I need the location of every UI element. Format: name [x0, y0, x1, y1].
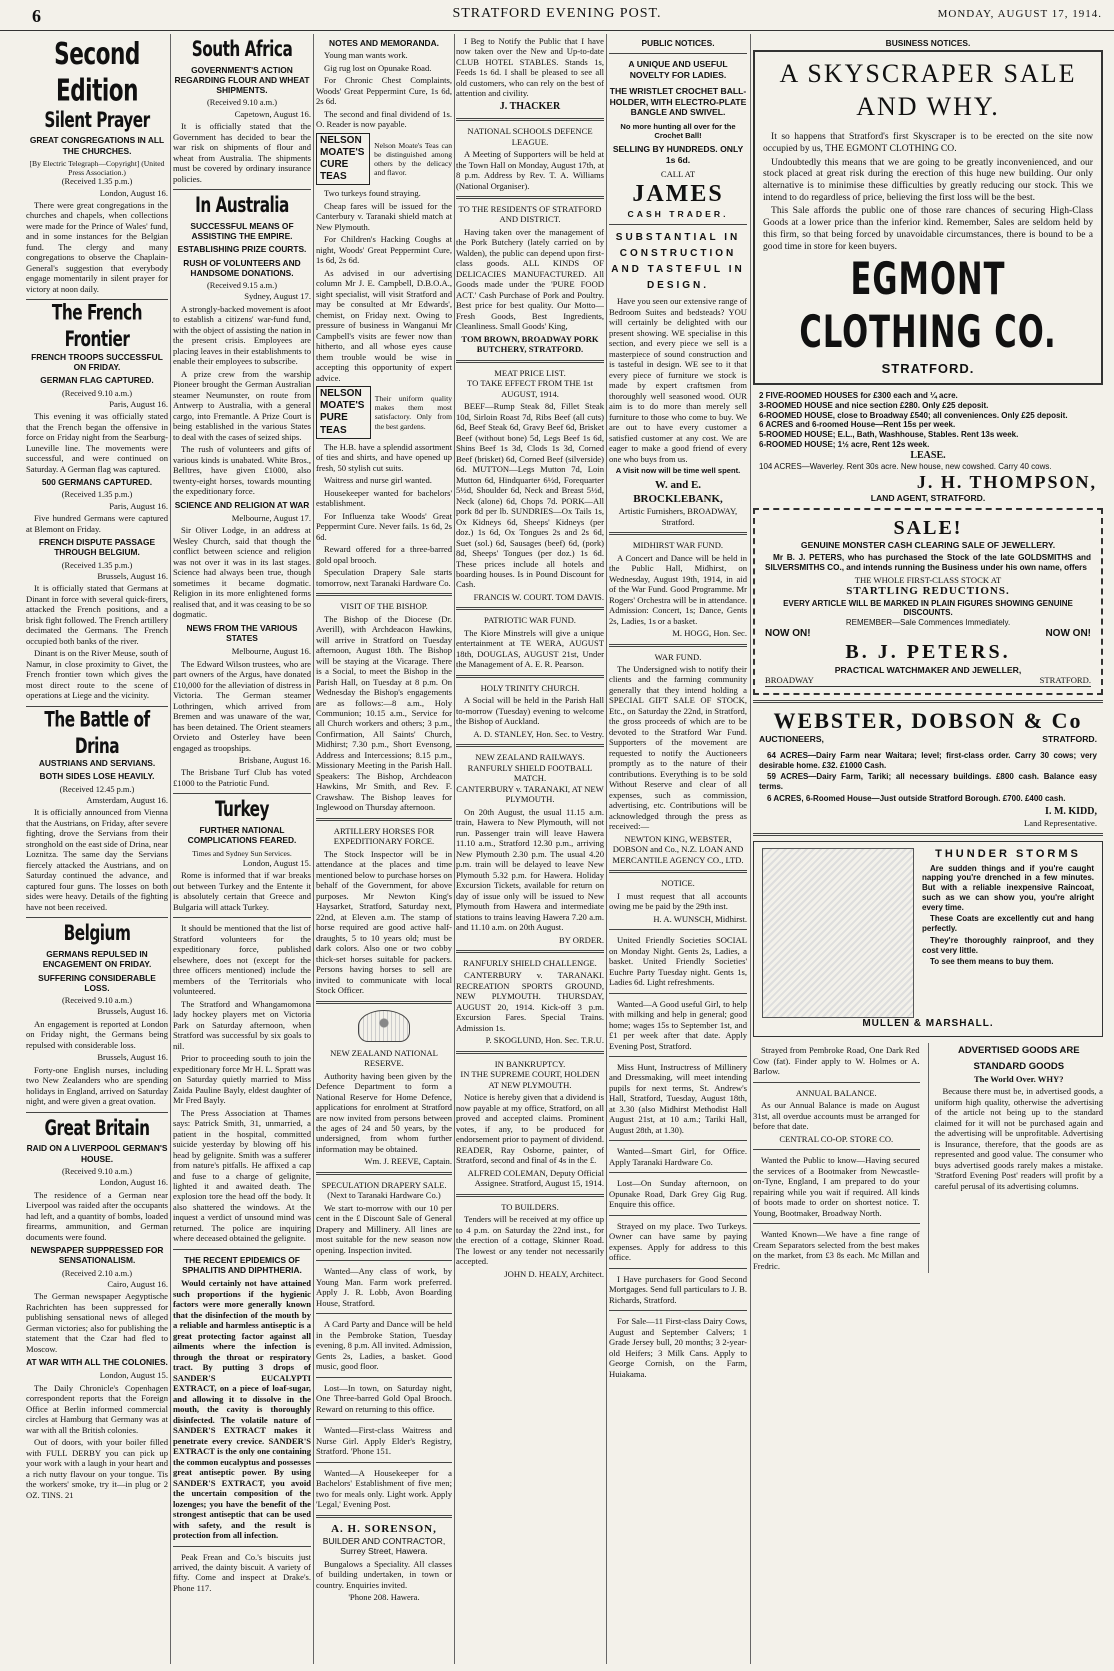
note-item: For Children's Hacking Coughs at night, Woods' Great Peppermint Cure, 1s 6d, 2s 6d. [316, 234, 452, 266]
note-item: Housekeeper wanted for bachelors' establishment. [316, 487, 452, 509]
representative-name: I. M. KIDD, [1045, 805, 1097, 817]
notice-body: I must request that all accounts owing me be paid by the 29th inst. [609, 890, 747, 912]
notice-signature: Wm. J. REEVE, Captain. [364, 1156, 452, 1167]
novelty-text: No more hunting all over for the Crochet Ball! [620, 121, 736, 140]
classified-ad: Wanted Known—We have a fine range of Cream Separators selected from the best makes on the market, from £3 8s each. Mc Millan and Fredric. [753, 1229, 920, 1271]
notice-heading: MIDHIRST WAR FUND. [632, 540, 724, 551]
raincoat-body: To see them means to buy them. [930, 957, 1054, 967]
adv-body: Because there must be, in advertised goods, a uniform high quality, otherwise the advertising of the article not being up to the standard claimed for it will not be purchased again and the advertising will be unprofitable. Advertising is Insurance, therefore, that the goods are as represented and good value. The consumer who buys advertised goods rarely makes a mistake. 'Stratford Evening Post' readers will profit by a careful perusal of its advertising columns. [934, 1086, 1103, 1191]
classified-ad: Strayed from Pembroke Road, One Dark Red Cow (fat). Finder apply to W. Holmes or A. Barlow. [753, 1045, 920, 1077]
notice-subheading: CANTERBURY v. TARANAKI, AT NEW PLYMOUTH. [456, 783, 604, 805]
trader-name: JAMES [632, 180, 724, 207]
furnisher-name: W. and E. BROCKLEBANK, [633, 479, 723, 505]
agent-name: J. H. THOMPSON, [916, 471, 1097, 492]
subhead: RAID ON A LIVERPOOL GERMAN'S HOUSE. [26, 1143, 168, 1164]
dateline: Melbourne, August 16. [231, 646, 311, 657]
furniture-body: Have you seen our extensive range of Bedroom Suites and bedsteads? YOU will certainly be delighted with our present showing. WE specialise in this section, and every piece we sell is a masterpiece of sound construction and is tasteful in design. WE see to it that every piece of furniture we stock is made by expert craftsmen from thoroughly well seasoned wood. OUR aim is to do more than merely sell furniture to those who come to buy. We are out to have every customer a satisfied customer at any cost. We are eager to make a good friend of every one who buys from us. [609, 296, 747, 464]
sale-body: Mr B. J. PETERS, who has purchased the Stock of the late GOLDSMITHS and SILVERSMITHS CO., and intends running the Business under his own name, offers [765, 552, 1091, 572]
subhead: GREAT CONGREGATIONS IN ALL THE CHURCHES. [29, 135, 165, 156]
ad-body: It so happens that Stratford's first Skyscraper is to be erected on the site now occupied by us, THE EGMONT CLOTHING CO. [763, 131, 1093, 154]
sale-subtitle: GENUINE MONSTER CASH CLEARING SALE OF JEWELLERY. [800, 540, 1056, 551]
notice-signature: J. THACKER [499, 100, 561, 112]
article-body: Forty-one English nurses, including two New Zealanders who are spending holidays in England, arrived on Saturday night, and were given a great ovation. [26, 1064, 168, 1107]
notice-body: A Meeting of Supporters will be held at the Town Hall on Monday, August 17th, at 8 p.m. Address by Rev. T. A. Williams (National Organiser). [456, 149, 604, 191]
tobacco-ad: Out of doors, with your boiler filled with FULL DERBY you can pick up your work with a laugh in your heart and a rich nutty flavour on your tongue. Tis the workers' smoke, try it—in plug or 2 OZ. TINS. 21 [26, 1437, 168, 1500]
tea-ad-brand: NELSON MOATE'S PURE TEAS [316, 386, 371, 439]
notice-heading: ARTILLERY HORSES FOR EXPEDITIONARY FORCE. [333, 825, 435, 847]
dateline: Brisbane, August 16. [238, 755, 311, 765]
listing-line: 6-ROOMED HOUSE; 1½ acre, Rent 12s week. [759, 439, 930, 449]
article-body: Five hundred Germans were captured at Blemont on Friday. [26, 513, 168, 534]
now-on-label: NOW ON! [1045, 627, 1091, 639]
edition-banner: Second Edition [54, 36, 140, 109]
subhead: ESTABLISHING PRIZE COURTS. [177, 244, 307, 255]
subhead: FRENCH DISPUTE PASSAGE THROUGH BELGIUM. [38, 537, 156, 558]
adv-subheading: The World Over. WHY? [973, 1073, 1064, 1084]
notice-heading: WAR FUND. [654, 651, 702, 662]
subhead: NEWS FROM THE VARIOUS STATES [186, 622, 298, 643]
listing-line: 3-ROOMED HOUSE and nice section £280. Only £25 deposit. [759, 400, 989, 410]
listing-line: 6 ACRES, 6-Roomed House—Just outside Stratford Borough. £700. £400 cash. [767, 793, 1066, 803]
now-on-row [765, 628, 1091, 640]
classified-ad: Wanted the Public to know—Having secured the services of a Bootmaker from Newcastle-on-Tyne, England, I am prepared to do your repairing while you wait if required. All kinds of boots made to order on shortest notice. T. Young, Bootmaker, Broadway North. [753, 1155, 920, 1218]
egmont-logo: EGMONT CLOTHING CO. [799, 253, 1057, 360]
column-rule [170, 34, 171, 1664]
subhead: NEWSPAPER SUPPRESSED FOR SENSATIONALISM. [30, 1245, 164, 1266]
notice-body: Tenders will be received at my office up to 4 p.m. on Saturday the 22nd inst., for the erection of a cottage, Skinner Road. The lowest or any tender not necessarily accepted. [456, 1214, 604, 1267]
subhead: THE RECENT EPIDEMICS OF SPHALITIS AND DIPHTHERIA. [182, 1254, 302, 1276]
notice-signature: M. HOGG, Hon. Sec. [672, 628, 747, 639]
novelty-product: THE WRISTLET CROCHET BALL-HOLDER, WITH ELECTRO-PLATE BANGLE AND SWIVEL. [609, 86, 747, 118]
listing-line: 5-ROOMED HOUSE; E.L., Bath, Washhouse, Stables. Rent 13s week. [759, 430, 1019, 440]
thompson-ad [753, 391, 1103, 504]
column-1 [26, 34, 168, 1664]
classified-ad: Wanted—A Housekeeper for a Bachelors' Establishment of five men; two for meals only. Light work. Apply 'Legal,' Evening Post. [316, 1467, 452, 1510]
firm-town: STRATFORD. [1042, 734, 1097, 745]
classified-ad: Lost—In town, on Saturday night, One Three-barred Gold Opal Brooch. Reward on returning to this office. [316, 1382, 452, 1414]
notice-body: We start to-morrow with our 10 per cent in the £ Discount Sale of General Drapery and Millinery. All lines are most suitable for the new season now opening. Inspection invited. [316, 1202, 452, 1255]
raincoat-body: Are sudden things and if you're caught napping you're drenched in a few minutes. But with a reliable inexpensive Raincoat, such as we can show you, you're alright every time. [922, 863, 1094, 912]
note-item: As advised in our advertising column Mr J. E. Campbell, D.B.O.A., sight specialist, will visit Stratford and may be consulted at Mr Edwards', chemist, on Friday next. Owing to pressure of business in Wanganui Mr Campbell's visits are fewer now than hitherto, and all whose eyes cause them trouble would be wise in accepting this opportunity of expert advice. [316, 267, 452, 383]
subhead: SUCCESSFUL MEANS OF ASSISTING THE EMPIRE. [190, 220, 294, 242]
column-3 [316, 34, 452, 1664]
column-5 [609, 34, 747, 1664]
bottom-left-stack [753, 1043, 920, 1273]
notice-body: The Kiore Minstrels will give a unique entertainment at TE WERA, AUGUST 18th, DOUGLAS, AUGUST 21st, Under the Management of A. E. R. Pearson. [456, 627, 604, 670]
headline-great-britain: Great Britain [44, 1116, 150, 1142]
sale-line: THE WHOLE FIRST-CLASS STOCK AT [854, 574, 1002, 585]
jeweller-name: B. J. PETERS. [845, 641, 1011, 664]
advertised-goods-box [928, 1043, 1103, 1273]
notice-signature: P. SKOGLUND, Hon. Sec. T.R.U. [485, 1035, 604, 1046]
headline-belgium: Belgium [63, 921, 131, 947]
listing-line: 6 ACRES and 6-roomed House—Rent 15s per week. [759, 420, 956, 430]
received-time: (Received 9.15 a.m.) [207, 281, 277, 291]
article-body: Dinant is on the River Meuse, south of Namur, in close proximity to Givet, the French frontier town which gives the most direct route to the scene of operations at Liege and the vicinity. [26, 648, 168, 701]
subhead: FRENCH TROOPS SUCCESSFUL ON FRIDAY. [31, 351, 163, 373]
article-body: This evening it was officially stated that the French began the offensive in force on Friday night from the Searburg-Luneville line. The movements were successful, and were continued on Saturday. A German flag was captured. [26, 411, 168, 474]
dateline: Amsterdam, August 16. [86, 794, 168, 805]
ad-title: A SKYSCRAPER SALE AND WHY. [779, 59, 1077, 121]
trader-subtitle: CASH TRADER. [627, 208, 729, 219]
notice-heading: NEW ZEALAND RAILWAYS. [475, 752, 585, 763]
classified-ad: Wanted—Any class of work, by Young Man. Farm work preferred. Apply J. R. Lobb, Avon Boarding House, Stratford. [316, 1266, 452, 1308]
masthead [0, 0, 1114, 31]
jeweller-address [765, 675, 1091, 686]
notice-signature: ALFRED COLEMAN, Deputy Official Assignee. Stratford, August 15, 1914. [467, 1167, 604, 1189]
ad-town: STRATFORD. [881, 361, 975, 377]
column-4 [456, 34, 604, 1664]
newspaper-title: STRATFORD EVENING POST. [452, 6, 662, 21]
notice-body: The Undersigned wish to notify their clients and the farming community generally that they intend holding a SPECIAL GIFT SALE OF STOCK, Etc., on Saturday the 22nd, in Stratford, the gross proceeds of which are to be devoted to the Stratford War Fund. Supporters of the movement are requested to notify the Auctioneers promptly as to the nature of their contributions. Everything is to be sold Without Reserve and clear of all expenses, such as commission, advertising, etc. Contributions will be acknowledged through the press as received:— [609, 664, 747, 832]
notice-body: Notice is hereby given that a dividend is now payable at my office, Stratford, on all proved and accepted claims. Prominent votes, if any, to be produced for endorsement prior to payment of dividend. READER, Ray Osborne, painter, of Stratford, second and final of 4s in the £. [456, 1092, 604, 1166]
column-rule [606, 34, 607, 1664]
raincoat-ad [753, 841, 1103, 1037]
skyscraper-sale-ad [753, 50, 1103, 385]
column-2 [173, 34, 311, 1664]
note-item: Speculation Drapery Sale starts tomorrow, next Taranaki Hardware Co. [316, 567, 452, 588]
notice-heading: RANFURLY SHIELD CHALLENGE. [463, 958, 597, 968]
notice-signature: TOM BROWN, BROADWAY PORK BUTCHERY, STRATFORD. [461, 333, 599, 355]
notice-body: I Beg to Notify the Public that I have now taken over the New and Up-to-date CLUB HOTEL STABLES. Stands 1s, Feeds 1s 6d. I shall be pleased to see all old customers, who can rely on the best of attention and civility. [456, 36, 604, 99]
novelty-call: CALL AT [660, 169, 696, 180]
now-on-label: NOW ON! [765, 627, 811, 639]
tea-ad-brand: NELSON MOATE'S CURE TEAS [316, 133, 370, 186]
biscuit-ad: Peak Frean and Co.'s biscuits just arrived, the dainty biscuit. A variety of fifty. Come and inspect at Drake's. Phone 117. [173, 1551, 311, 1593]
column-rule [750, 34, 751, 1664]
classified-ad: Wanted—First-class Waitress and Nurse Girl. Apply Elder's Registry, Stratford. 'Phone 151. [316, 1425, 452, 1457]
article-body: The Edward Wilson trustees, who are part owners of the Argus, have donated £10,000 for the alleviation of distress in Victoria. The German steamer Lothringen, which arrived from Bremen and was unaware of the war, has been detained. The Orient steamers Orvieto and Osterley have been engaged as troopships. [173, 658, 311, 753]
address-town: STRATFORD. [1039, 675, 1091, 686]
received-time: (Received 1.35 p.m.) [61, 177, 133, 187]
raincoat-illustration [762, 848, 914, 1018]
article-body: It is officially announced from Vienna that the Austrians, on Friday, after severe fighting, drove the Servians from their stronghold on the east side of Drina, near Loznitza. The same day the Servians fiercely attacked the Austrians, and on Saturday continued the advance, and captured four guns. The losses on both sides were heavy. Details of the fighting have not been received. [26, 807, 168, 912]
notice-body: CANTERBURY v. TARANAKI. RECREATION SPORTS GROUND, NEW PLYMOUTH. THURSDAY, AUGUST 20, 1914. Kick-off 3 p.m. Excursion Fares. Special Trains. Admission 1s. [456, 970, 604, 1033]
subhead: SCIENCE AND RELIGION AT WAR [174, 499, 310, 510]
jeweller-trade: PRACTICAL WATCHMAKER AND JEWELLER, [834, 664, 1022, 675]
credit-line: [By Electric Telegraph—Copyright] (United Press Association.) [29, 158, 165, 178]
listing-line: 64 ACRES—Dairy Farm near Waitara; level; first-class order. Carry 30 cows; very desirable home. £32. £1000 Cash. [759, 750, 1097, 770]
subhead: SUFFERING CONSIDERABLE LOSS. [38, 972, 156, 993]
notice-body: A Social will be held in the Parish Hall to-morrow (Tuesday) evening to welcome the Bishop of Auckland. [456, 695, 604, 727]
subhead: AUSTRIANS AND SERVIANS. [38, 758, 156, 769]
jewellery-sale-ad [753, 508, 1103, 695]
raincoat-body: These Coats are excellently cut and hang perfectly. [922, 914, 1094, 934]
sale-line: EVERY ARTICLE WILL BE MARKED IN PLAIN FIGURES SHOWING GENUINE DISCOUNTS. [783, 598, 1073, 618]
local-note: The Press Association at Thames says: Patrick Smith, 31, unmarried, a patient in the hospital, committed suicide yesterday by blowing off his head by gelignite. Smith was a sufferer from nature's pitfalls. He affixed a cap and fuse to a charge of gelignite, lighted it and awaited death. The explosion tore the head off the body. It also shattered the windows. At the inquest a verdict of unsound mind was returned. The police are inquiring where deceased obtained the gelignite. [173, 1107, 311, 1244]
notice-body: The Stock Inspector will be in attendance at the places and time mentioned below to purchase horses on behalf of the Government, for above purposes. Mr Newton King's Haysarket, Stratford, Saturday next, 22nd, at Eleven a.m. The stamp of horse required are good active half-draughts, 5 to 10 years old; must be dark colors. Also one or two cobby thick-set horses suitable for packers. Persons having horses to sell are invited to communicate with local Stock Officer. [316, 848, 452, 996]
notice-body: As our Annual Balance is made on August 31st, all overdue accounts must be arranged for before that date. [753, 1100, 920, 1132]
local-note: The Stratford and Whangamomona lady hockey players met on Victoria Park on Saturday afternoon, when Stratford was successful by six goals to nil. [173, 998, 311, 1051]
builder-footer: 'Phone 208. Hawera. [348, 1592, 420, 1603]
notice-signature: H. A. WUNSCH, Midhirst. [653, 913, 747, 924]
notice-body: The Bishop of the Diocese (Dr. Averill), with Archdeacon Hawkins, will arrive in Stratford on Tuesday afternoon, August 18th. The Bishop will be staying at the Vicarage. There is a Social, to meet the Bishop in the Parish Hall, on Tuesday at 8 p.m. On Wednesday the Bishop's engagements are as follows:—8 a.m., Holy Communion; 10.15 a.m., Service for all Church workers and others; 3 p.m., Confirmation, All Saints' Church, Midhirst; 7.30 p.m., Short Evensong, Address and Intercessions; 8.15 p.m., Missionary Meeting in the Parish Hall. Speakers: The Bishop, Archdeacon Hawkins, Mr Smith, and Rev. F. Crawshaw. The Bishop leaves for Inglewood on Thursday afternoon. [316, 613, 452, 813]
dateline: Brussels, August 16. [97, 1006, 168, 1017]
headline-south-africa: South Africa [191, 37, 293, 63]
notice-signature: JOHN D. HEALY, Architect. [504, 1268, 604, 1279]
classified-ad: United Friendly Societies SOCIAL on Monday Night. Gents 2s, Ladies, a basket. United Friendly Societies' Euchre Party Tuesday night. Gents 1s, Ladies 6d. Light refreshments. [609, 935, 747, 988]
subhead: FURTHER NATIONAL COMPLICATIONS FEARED. [187, 825, 297, 846]
note-item: The H.B. have a splendid assortment of ties and shirts, and have opened up fresh, 50 stylish cut suits. [316, 441, 452, 473]
notice-subheading: RANFURLY SHIELD FOOTBALL MATCH. [467, 762, 593, 784]
dateline: London, August 16. [99, 1177, 168, 1188]
furnisher-subtitle: Artistic Furnishers, BROADWAY, Stratford. [618, 506, 738, 527]
notice-heading: NATIONAL SCHOOLS DEFENCE LEAGUE. [467, 126, 593, 147]
novelty-heading: A UNIQUE AND USEFUL NOVELTY FOR LADIES. [628, 59, 728, 80]
notice-subheading: IN THE SUPREME COURT, HOLDEN AT NEW PLYMOUTH. [460, 1069, 600, 1090]
notice-body: Having taken over the management of the Pork Butchery (lately carried on by Walden), the public can depend upon first-class goods. ALL KINDS OF DELICACIES MANUFACTURED. All Goods made under the 'PURE FOOD ACT.' Cash Purchase of Pork and Poultry. Best price for best quality. Our Motto—Fresh Goods, Best Ingredients, Cleanliness. Small Goods' King, [456, 226, 604, 332]
dateline: Capetown, August 16. [234, 108, 311, 119]
tea-ad [316, 386, 452, 439]
article-body: Sir Oliver Lodge, in an address at Wesley Church, said that though the conflict between science and religion was not over it was in its last stages. Science had always been true, though sometimes it became dogmatic. Religion in its more enlightened forms realised that, and it was ceasing to be so dogmatic. [173, 525, 311, 620]
column-rule [454, 34, 455, 1664]
note-item: Two turkeys found straying. [324, 188, 421, 199]
notice-signature: NEWTON KING, WEBSTER, DOBSON and Co., N.Z. LOAN AND MERCANTILE AGENCY CO., LTD. [612, 833, 744, 865]
classified-ad: For Sale—11 First-class Dairy Cows, August and September Calvers; 1 Grade Jersey bull, 20 months; 3 2-year-old Heifers; 3 Milk Cans. Apply to George Cornish, on the Farm, Huiakama. [609, 1316, 747, 1379]
builder-body: Bungalows a Speciality. All classes of building undertaken, in town or country. Enquiries invited. [316, 1558, 452, 1590]
column-rule [313, 34, 314, 1664]
subhead: RUSH OF VOLUNTEERS AND HANDSOME DONATIONS. [183, 257, 301, 278]
builder-subtitle: BUILDER AND CONTRACTOR, Surrey Street, Hawera. [322, 1535, 446, 1557]
listing-line: 2 FIVE-ROOMED HOUSES for £300 each and ¼ acre. [759, 391, 958, 401]
notice-body: A Concert and Dance will be held in the Public Hall, Midhirst, on Wednesday, August 19th, 1914, in aid of the War Fund. Good Programme. Mr Rogers' Orchestra will be in attendance. Admission: Concert, 1s; Dance, Gents 2s, Ladies, 1s or a basket. [609, 552, 747, 626]
firm-subtitle-row [759, 734, 1097, 744]
note-item: The second and final dividend of 1s. O. Reader is now payable. [316, 108, 452, 130]
ad-body: Undoubtedly this means that we are going to be greatly inconvenienced, and our stock placed at great risk during the erection of this huge new building. Our only alternative is to minimise these difficulties by greatly reducing our stock. This we intend to do regardless of price, believing the first loss will be the best. [763, 156, 1093, 203]
article-body: The residence of a German near Liverpool was raided after the occupants had left, and a quantity of bombs, loaded firearms, ammunition, and German documents were found. [26, 1189, 168, 1242]
notice-body: On 20th August, the usual 11.15 a.m. train, Hawera to New Plymouth, will not run. Passenger train will leave Hawera 11.10 a.m., Stratford 12.30 p.m., arriving New Plymouth 2.30 p.m. The usual 4.20 p.m. train will be delayed to leave New Plymouth 5.32 p.m. for Hawera. Holiday Excursion Tickets, available for return on day of issue only will be issued to New Plymouth from Hawera and intermediate stations to trains leaving Hawera 7.20 a.m. and 11.10 a.m. on 20th August. [456, 806, 604, 933]
local-note: It should be mentioned that the list of Stratford volunteers for the expeditionary force, published elsewhere, does not (except for the three officers mentioned) include the members of the Territorials who volunteered. [173, 923, 311, 997]
lease-heading: LEASE. [910, 449, 946, 461]
article-body: Would certainly not have attained such proportions if the hygienic factors were more generally known that the disinfection of the mouth by a reliable and harmless antiseptic is a great protecting factor against all ailments where the infection is through the throat or respiratory tract. By putting 3 drops of SANDER'S EUCALYPTI EXTRACT, on a piece of loaf-sugar, and allowing it to dissolve in the mouth, the cavity is thoroughly disinfected. The volatile nature of SANDER'S EXTRACT makes it penetrate every crevice. SANDER'S EXTRACT is the only one containing the common eucalyptus and possesses great antiseptic power. By using SANDER'S EXTRACT, you avoid the uncertain composition of the lozenges; you have the benefit of the strongest antiseptic that can be used with safety, and the result is protection from all infection. [173, 1278, 311, 1541]
dateline: Cairo, August 16. [107, 1278, 168, 1289]
notice-heading: HOLY TRINITY CHURCH. [480, 682, 580, 693]
credit-line: Times and Sydney Sun Services. [192, 848, 292, 858]
firm-trade: AUCTIONEERS, [759, 734, 824, 745]
dateline: Sydney, August 17. [244, 291, 311, 302]
article-body: A prize crew from the warship Pioneer brought the German Australian steamer Neumunster, on route from Antwerp to Australia, with a general cargo, into Fremantle. A Prize Court is being established in the various States to deal with the cases of seized ships. [173, 368, 311, 442]
classified-ad: I Have purchasers for Good Second Mortgages. Send full particulars to J. B. Richards, Stratford. [609, 1273, 747, 1305]
classified-ad: Wanted—A Good useful Girl, to help with milking and help in general; good home; wages 15s to September 1st, and £1 per week after that date. Apply Evening Post, Stratford. [609, 998, 747, 1051]
dateline: Brussels, August 16. [97, 570, 168, 581]
dateline: Paris, August 16. [109, 500, 168, 511]
firm-name: WEBSTER, DOBSON & Co [773, 707, 1083, 733]
article-body: It is officially stated that the Government has decided to bear the war risk on shipments of flour and wheat from Australia. The shipments must be covered by ordinary insurance policies. [173, 121, 311, 184]
dateline: London, August 15. [99, 1370, 168, 1381]
raincoat-body: They're thoroughly rainproof, and they cost very little. [922, 935, 1094, 955]
novelty-price: SELLING BY HUNDREDS. ONLY 1s 6d. [612, 144, 744, 165]
received-time: (Received 9.10 a.m.) [62, 1166, 132, 1176]
listing-line: 6-ROOMED HOUSE, close to Broadway £540; all conveniences. Only £25 deposit. [759, 410, 1068, 420]
address-street: BROADWAY [765, 675, 814, 686]
dateline: Melbourne, August 17. [231, 512, 311, 523]
notice-subheading: TO TAKE EFFECT FROM THE 1st AUGUST, 1914. [467, 378, 593, 399]
received-time: (Received 2.10 a.m.) [62, 1268, 132, 1278]
notice-heading: NEW ZEALAND NATIONAL RESERVE. [330, 1047, 438, 1069]
article-body: An engagement is reported at London on Friday night, the Germans being repulsed with considerable loss. [26, 1018, 168, 1050]
article-body: The rush of volunteers and gifts of various kinds is unabated. White Bros., Belltres, have given £1000, also twenty-eight horses, towards mounting the expeditionary force. [173, 444, 311, 497]
notice-heading: IN BANKRUPTCY. [494, 1058, 566, 1069]
note-item: Waitress and nurse girl wanted. [324, 475, 432, 486]
headline-turkey: Turkey [214, 797, 270, 823]
note-item: Cheap fares will be issued for the Canterbury v. Taranaki shield match at New Plymouth. [316, 200, 452, 232]
notice-heading: NOTICE. [661, 878, 695, 889]
raincoat-title: THUNDER STORMS [935, 848, 1081, 861]
notice-heading: MEAT PRICE LIST. [494, 367, 566, 378]
section-heading: NOTES AND MEMORANDA. [329, 38, 439, 48]
dateline: London, August 16. [99, 187, 168, 198]
notice-signature: CENTRAL CO-OP. STORE CO. [779, 1133, 894, 1144]
article-body: It is officially stated that Germans at Dinant in force with several quick-firers, attacked the French positions, and a brisk fight followed. The French artillery decimated the Germans. The French occupied both banks of the river. [26, 583, 168, 646]
sale-line: REMEMBER—Sale Commences Immediately. [845, 618, 1011, 628]
column-6 [753, 34, 1103, 1664]
received-time: (Received 1.35 p.m.) [61, 560, 133, 570]
dateline: Brussels, August 16. [97, 1052, 168, 1063]
received-time: (Received 12.45 p.m.) [59, 784, 135, 794]
section-heading: BUSINESS NOTICES. [885, 38, 971, 48]
agent-subtitle: LAND AGENT, STRATFORD. [870, 493, 986, 504]
note-item: For Chronic Chest Complaints, Woods' Great Peppermint Cure, 1s 6d, 2s 6d. [316, 75, 452, 107]
subhead: BOTH SIDES LOSE HEAVILY. [39, 771, 155, 782]
ad-body: This Sale affords the public one of those rare chances of securing High-Class Goods at a lower price than the inferior kind. Remember, Sales are seldom held by this firm, so that being forced by unavoidable circumstances, there is bound to be a good time in store for keen buyers. [763, 205, 1093, 252]
dateline: Paris, August 16. [109, 398, 168, 409]
notice-signature: BY ORDER. [558, 934, 604, 945]
dateline: London, August 15. [242, 857, 311, 868]
lease-body: 104 ACRES—Waverley. Rent 30s acre. New house, new cowshed. Carry 40 cows. [759, 461, 1052, 471]
bottom-right-ads [753, 1043, 1103, 1273]
representative-title: Land Representative. [1023, 817, 1097, 828]
headline-in-australia: In Australia [195, 193, 289, 219]
adv-heading: ADVERTISED GOODS ARE STANDARD GOODS [957, 1045, 1080, 1072]
received-time: (Received 9.10 a.m.) [62, 996, 132, 1006]
webster-dobson-ad [753, 708, 1103, 829]
notice-heading: TO THE RESIDENTS OF STRATFORD AND DISTRICT. [458, 204, 602, 225]
furniture-tagline: A Visit now will be time well spent. [615, 466, 741, 476]
subhead: GOVERNMENT'S ACTION REGARDING FLOUR AND WHEAT SHIPMENTS. [174, 64, 310, 96]
subhead: 500 GERMANS CAPTURED. [41, 477, 153, 488]
headline-french-frontier: The French Frontier [51, 301, 143, 353]
headline-battle-of-drina: The Battle of Drina [44, 707, 150, 759]
sale-title: SALE! [893, 516, 963, 539]
furniture-heading: SUBSTANTIAL IN CONSTRUCTION AND TASTEFUL IN DESIGN. [611, 232, 745, 292]
tea-ad-text: Nelson Moate's Teas can be distinguished among others by the delicacy and flavor. [374, 140, 452, 178]
classified-ad: A Card Party and Dance will be held in the Pembroke Station, Tuesday evening, 8 p.m. All invited. Admission, Gents 2s, Ladies, a basket. Good music, good floor. [316, 1319, 452, 1372]
note-item: Reward offered for a three-barred gold opal brooch. [316, 544, 452, 565]
subhead: AT WAR WITH ALL THE COLONIES. [26, 1357, 168, 1368]
subhead: GERMAN FLAG CAPTURED. [40, 375, 154, 386]
raincoat-sign: MULLEN & MARSHALL. [862, 1018, 994, 1030]
received-time: (Received 1.35 p.m.) [61, 490, 133, 500]
article-body: Rome is informed that if war breaks out between Turkey and the Entente it is absolutely certain that Greece and Bulgaria will attack Turkey. [173, 870, 311, 912]
coat-of-arms-icon [358, 1010, 410, 1042]
article-body: The Brisbane Turf Club has voted £1000 to the Patriotic Fund. [173, 767, 311, 788]
article-body: The German newspaper Aegyptische Rachrichten has been suppressed for publishing sensational news of alleged German victories; also for publishing the statement that the Czar had fled to Moscow. [26, 1291, 168, 1354]
subhead: GERMANS REPULSED IN ENCAGEMENT ON FRIDAY. [42, 949, 152, 970]
notice-heading: PATRIOTIC WAR FUND. [484, 615, 576, 626]
notice-signature: A. D. STANLEY, Hon. Sec. to Vestry. [473, 728, 604, 739]
listing-line: 59 ACRES—Dairy Farm, Tariki; all necessary buildings. £800 cash. Balance easy terms. [759, 772, 1097, 792]
article-body: There were great congregations in the churches and chapels, when collections were made for the Prince of Wales' fund, and in some instances for the Belgian fund. The clergy and many congregations to observe the Chaplain-General's suggestion that everybody engage momentarily in silent prayer for victory at noon daily. [26, 200, 168, 294]
received-time: (Received 9.10 a.m.) [62, 388, 132, 398]
note-item: Young man wants work. [324, 50, 408, 61]
notice-heading: ANNUAL BALANCE. [795, 1087, 877, 1098]
note-item: For Influenza take Woods' Great Peppermint Cure. Never fails. 1s 6d, 2s 6d. [316, 510, 452, 542]
issue-date: MONDAY, AUGUST 17, 1914. [937, 8, 1102, 20]
tea-ad-text: Their uniform quality makes them most satisfactory. Only from the best gardens. [374, 393, 452, 431]
tea-ad [316, 133, 452, 186]
sale-line: STARTLING REDUCTIONS. [846, 585, 1010, 598]
headline-silent-prayer: Silent Prayer [44, 107, 150, 133]
builder-name: A. H. SORENSON, [331, 1522, 437, 1535]
classified-ad: Miss Hunt, Instructress of Millinery and Dressmaking, will meet intending pupils for next terms, St. Andrew's Hall, Stratford, Tuesday, August 18th, at 3.30 (also Midhirst Methodist Hall August 21st, at 10 a.m.; Tariki Hall, August 28th, at 1.30). [609, 1061, 747, 1135]
local-note: Prior to proceeding south to join the expeditionary force Mr H. L. Spratt was on Saturday quietly married to Miss Zaida Pauline Bayly, eldest daughter of Mr Fred Bayly. [173, 1053, 311, 1106]
section-heading: PUBLIC NOTICES. [641, 38, 715, 48]
article-body: A strongly-backed movement is afoot to establish a citizens' war-fund fund, with the object of assisting the nation in the present crisis. Employees are placing leaves in their establishments to enable their employees to subscribe. [173, 303, 311, 367]
received-time: (Received 9.10 a.m.) [207, 98, 277, 108]
page-number: 6 [32, 6, 41, 26]
classified-ad: Lost—On Sunday afternoon, on Opunake Road, Dark Grey Gig Rug. Enquire this office. [609, 1178, 747, 1210]
price-list: BEEF—Rump Steak 8d, Fillet Steak 10d, Sirloin Roast 7d, Ribs Beef (all cuts) 6d, Beef Steak 6d, Gravy Beef 6d, Brisket Beef (without bone) 5d, Legs Beef 1s 6d, Shins Beef 1s 3d, Clods 1s 3d, Corned Beef (brisket) 6d, Corned Beef (silverside) 6d. MUTTON—Legs Mutton 7d, Loin Mutton 6d, Hindquarter 6½d, Forequarter 5½d, Shoulder 6d, Neck and Breast 5½d, Neck (alone) 6d, Chops 7d. PORK—All pork 8d per lb. SUNDRIES—Ox Tails 1s, Ox Kidneys 6d, Sheeps' Kidneys (per doz.) 1s 6d, Ox Tongues 2s and 2s 6d, Suet (sol.) 6d, Sausages (beef) 6d, (pork) 8d, Sheeps' Tongues (per doz.) 1s 6d. These prices include all hotels and boarding houses. Is in Pound Discount for Cash. [456, 401, 604, 590]
notice-body: Authority having been given by the Defence Department to form a National Reserve for Home Defence, applications for enrolment at Stratford are now invited from persons between the ages of 24 and 50 years, by the undersigned, from whom further information may be obtained. [316, 1070, 452, 1154]
classified-ad: Wanted—Smart Girl, for Office. Apply Taranaki Hardware Co. [609, 1146, 747, 1167]
notice-signature: FRANCIS W. COURT. TOM DAVIS. [473, 591, 604, 602]
classified-ad: Strayed on my place. Two Turkeys. Owner can have same by paying expenses. Apply for address to this office. [609, 1220, 747, 1263]
notice-heading: SPECULATION DRAPERY SALE. (Next to Taranaki Hardware Co.) [321, 1179, 447, 1201]
note-item: Gig rug lost on Opunake Road. [324, 62, 432, 73]
notice-heading: VISIT OF THE BISHOP. [340, 601, 428, 612]
article-body: The Daily Chronicle's Copenhagen correspondent reports that the Foreign Office at Berlin informed commercial circles at Hamburg that Germany was at war with all the British colonies. [26, 1382, 168, 1435]
notice-heading: TO BUILDERS. [501, 1201, 559, 1212]
